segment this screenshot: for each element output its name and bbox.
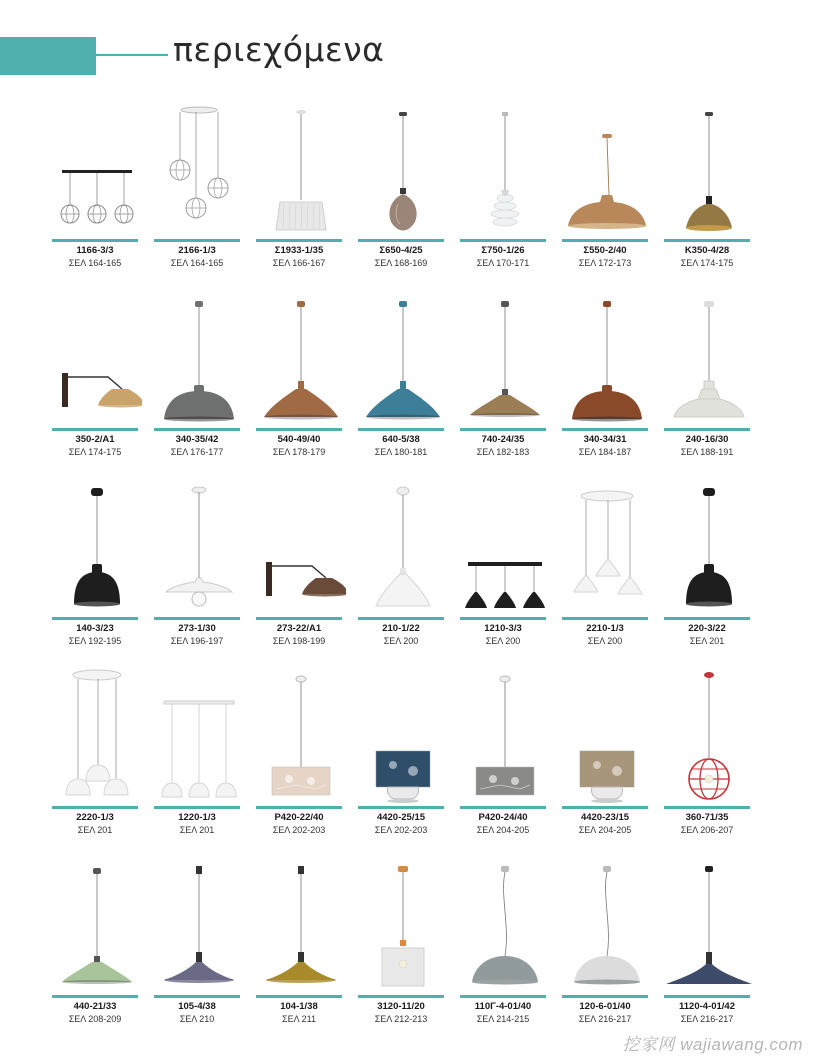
product-item (150, 856, 252, 1045)
product-item (456, 667, 558, 856)
pendant-lamp-image (52, 478, 142, 614)
product-item (354, 667, 456, 856)
pendant-lamp-image (460, 478, 550, 614)
product-code: 540-49/40 (277, 434, 321, 445)
pendant-lamp-image (52, 856, 142, 992)
product-item (660, 478, 762, 667)
item-divider (664, 617, 750, 620)
pendant-lamp-image (562, 667, 652, 803)
item-divider (154, 617, 240, 620)
pendant-lamp-image (460, 100, 550, 236)
product-code: 110Γ-4-01/40 (474, 1001, 532, 1012)
product-code: 740-24/35 (481, 434, 525, 445)
product-item (558, 478, 660, 667)
product-code: Κ350-4/28 (684, 245, 730, 256)
product-code: Σ750-1/26 (481, 245, 525, 256)
item-divider (358, 239, 444, 242)
page-reference: ΣΕΛ 201 (77, 825, 113, 835)
pendant-lamp-image (358, 289, 448, 425)
item-divider (154, 239, 240, 242)
page-reference: ΣΕΛ 204-205 (476, 825, 530, 835)
product-item (252, 478, 354, 667)
page-title: περιεχόμενα (173, 30, 385, 69)
page-reference: ΣΕΛ 202-203 (374, 825, 428, 835)
pendant-lamp-image (154, 478, 244, 614)
page-reference: ΣΕΛ 216-217 (578, 1014, 632, 1024)
watermark: 挖家网 wajiawang.com (622, 1035, 803, 1054)
product-item (252, 667, 354, 856)
product-item (150, 289, 252, 478)
item-divider (358, 617, 444, 620)
page-reference: ΣΕΛ 211 (282, 1014, 316, 1024)
product-code: 360-71/35 (685, 812, 729, 823)
page-reference: ΣΕΛ 200 (587, 636, 623, 646)
product-item (558, 100, 660, 289)
pendant-lamp-image (154, 289, 244, 425)
item-divider (256, 617, 342, 620)
page-reference: ΣΕΛ 212-213 (374, 1014, 428, 1024)
pendant-lamp-image (256, 100, 346, 236)
product-item (150, 478, 252, 667)
product-code: 1120-4-01/42 (679, 1001, 735, 1012)
page-reference: ΣΕΛ 196-197 (170, 636, 224, 646)
product-item (150, 100, 252, 289)
pendant-lamp-image (664, 667, 754, 803)
product-item (354, 289, 456, 478)
product-item (48, 856, 150, 1045)
product-item (660, 100, 762, 289)
item-divider (664, 995, 750, 998)
product-item (456, 100, 558, 289)
page-reference: ΣΕΛ 200 (383, 636, 419, 646)
pendant-lamp-image (256, 289, 346, 425)
product-item (48, 289, 150, 478)
product-code: 350-2/Α1 (75, 434, 115, 445)
product-code: 4420-25/15 (376, 812, 426, 823)
item-divider (154, 428, 240, 431)
page-reference: ΣΕΛ 192-195 (68, 636, 122, 646)
header-accent-bar (0, 37, 96, 75)
pendant-lamp-image (256, 478, 346, 614)
product-item (558, 289, 660, 478)
item-divider (256, 239, 342, 242)
product-item (456, 856, 558, 1045)
page-reference: ΣΕΛ 174-175 (68, 447, 122, 457)
product-item (48, 100, 150, 289)
item-divider (562, 806, 648, 809)
product-code: 4420-23/15 (580, 812, 630, 823)
product-code: 2166-1/3 (178, 245, 216, 256)
page-reference: ΣΕΛ 182-183 (476, 447, 530, 457)
product-code: 140-3/23 (76, 623, 114, 634)
pendant-lamp-image (358, 856, 448, 992)
pendant-lamp-image (358, 100, 448, 236)
pendant-lamp-image (358, 478, 448, 614)
product-item (354, 856, 456, 1045)
page-reference: ΣΕΛ 200 (485, 636, 521, 646)
item-divider (256, 428, 342, 431)
pendant-lamp-image (154, 100, 244, 236)
item-divider (256, 806, 342, 809)
product-code: Σ550-2/40 (583, 245, 627, 256)
product-code: 340-35/42 (175, 434, 219, 445)
item-divider (358, 995, 444, 998)
page-reference: ΣΕΛ 210 (179, 1014, 215, 1024)
item-divider (562, 617, 648, 620)
item-divider (460, 617, 546, 620)
product-item (558, 667, 660, 856)
page-reference: ΣΕΛ 170-171 (476, 258, 530, 268)
page-reference: ΣΕΛ 188-191 (680, 447, 734, 457)
product-item (150, 667, 252, 856)
pendant-lamp-image (154, 856, 244, 992)
page-reference: ΣΕΛ 201 (179, 825, 215, 835)
product-code: 2220-1/3 (76, 812, 114, 823)
product-code: 220-3/22 (688, 623, 726, 634)
product-code: 1220-1/3 (178, 812, 216, 823)
page-reference: ΣΕΛ 180-181 (374, 447, 428, 457)
product-item (354, 478, 456, 667)
page-reference: ΣΕΛ 178-179 (272, 447, 326, 457)
product-code: 3120-11/20 (377, 1001, 425, 1012)
page-reference: ΣΕΛ 172-173 (578, 258, 632, 268)
product-code: 120-6-01/40 (579, 1001, 631, 1012)
item-divider (562, 428, 648, 431)
pendant-lamp-image (256, 856, 346, 992)
item-divider (256, 995, 342, 998)
item-divider (154, 995, 240, 998)
pendant-lamp-image (562, 856, 652, 992)
pendant-lamp-image (52, 667, 142, 803)
item-divider (562, 995, 648, 998)
product-code: Σ650-4/25 (379, 245, 423, 256)
pendant-lamp-image (358, 667, 448, 803)
page-reference: ΣΕΛ 164-165 (68, 258, 122, 268)
product-code: 440-21/33 (73, 1001, 117, 1012)
item-divider (460, 239, 546, 242)
item-divider (52, 806, 138, 809)
pendant-lamp-image (154, 667, 244, 803)
item-divider (664, 806, 750, 809)
item-divider (460, 806, 546, 809)
product-item (252, 289, 354, 478)
pendant-lamp-image (664, 856, 754, 992)
page-reference: ΣΕΛ 214-215 (476, 1014, 530, 1024)
pendant-lamp-image (562, 100, 652, 236)
page-reference: ΣΕΛ 204-205 (578, 825, 632, 835)
item-divider (52, 995, 138, 998)
pendant-lamp-image (460, 667, 550, 803)
product-item (456, 289, 558, 478)
item-divider (562, 239, 648, 242)
pendant-lamp-image (664, 100, 754, 236)
product-item (456, 478, 558, 667)
page-reference: ΣΕΛ 164-165 (170, 258, 224, 268)
page-reference: ΣΕΛ 216-217 (680, 1014, 734, 1024)
product-item (48, 667, 150, 856)
item-divider (52, 428, 138, 431)
product-code: 273-22/Α1 (276, 623, 322, 634)
pendant-lamp-image (52, 100, 142, 236)
pendant-lamp-image (664, 289, 754, 425)
item-divider (52, 617, 138, 620)
page-reference: ΣΕΛ 202-203 (272, 825, 326, 835)
page-reference: ΣΕΛ 168-169 (374, 258, 428, 268)
product-item (354, 100, 456, 289)
pendant-lamp-image (562, 289, 652, 425)
page-reference: ΣΕΛ 184-187 (578, 447, 632, 457)
pendant-lamp-image (562, 478, 652, 614)
page-reference: ΣΕΛ 176-177 (170, 447, 224, 457)
item-divider (664, 428, 750, 431)
product-item (660, 667, 762, 856)
product-code: 273-1/30 (178, 623, 216, 634)
pendant-lamp-image (664, 478, 754, 614)
product-code: 2210-1/3 (586, 623, 624, 634)
product-code: 210-1/22 (382, 623, 420, 634)
item-divider (52, 239, 138, 242)
page-reference: ΣΕΛ 174-175 (680, 258, 734, 268)
page-reference: ΣΕΛ 201 (689, 636, 725, 646)
product-code: 640-5/38 (382, 434, 420, 445)
pendant-lamp-image (460, 289, 550, 425)
product-grid (48, 100, 758, 1045)
item-divider (460, 995, 546, 998)
pendant-lamp-image (460, 856, 550, 992)
page-reference: ΣΕΛ 208-209 (68, 1014, 122, 1024)
header-accent-line (96, 54, 168, 56)
product-code: P420-24/40 (478, 812, 528, 823)
pendant-lamp-image (256, 667, 346, 803)
product-item (252, 856, 354, 1045)
item-divider (358, 806, 444, 809)
product-item (660, 289, 762, 478)
item-divider (154, 806, 240, 809)
product-code: 105-4/38 (178, 1001, 216, 1012)
product-code: Σ1933-1/35 (274, 245, 324, 256)
item-divider (358, 428, 444, 431)
product-item (48, 478, 150, 667)
product-code: 104-1/38 (280, 1001, 318, 1012)
pendant-lamp-image (52, 289, 142, 425)
product-code: 340-34/31 (583, 434, 627, 445)
product-item (660, 856, 762, 1045)
page-reference: ΣΕΛ 166-167 (272, 258, 326, 268)
product-code: 1166-3/3 (76, 245, 114, 256)
product-code: P420-22/40 (274, 812, 324, 823)
page-reference: ΣΕΛ 206-207 (680, 825, 734, 835)
item-divider (460, 428, 546, 431)
product-item (558, 856, 660, 1045)
product-code: 1210-3/3 (484, 623, 522, 634)
page-reference: ΣΕΛ 198-199 (272, 636, 326, 646)
product-code: 240-16/30 (685, 434, 729, 445)
item-divider (664, 239, 750, 242)
product-item (252, 100, 354, 289)
